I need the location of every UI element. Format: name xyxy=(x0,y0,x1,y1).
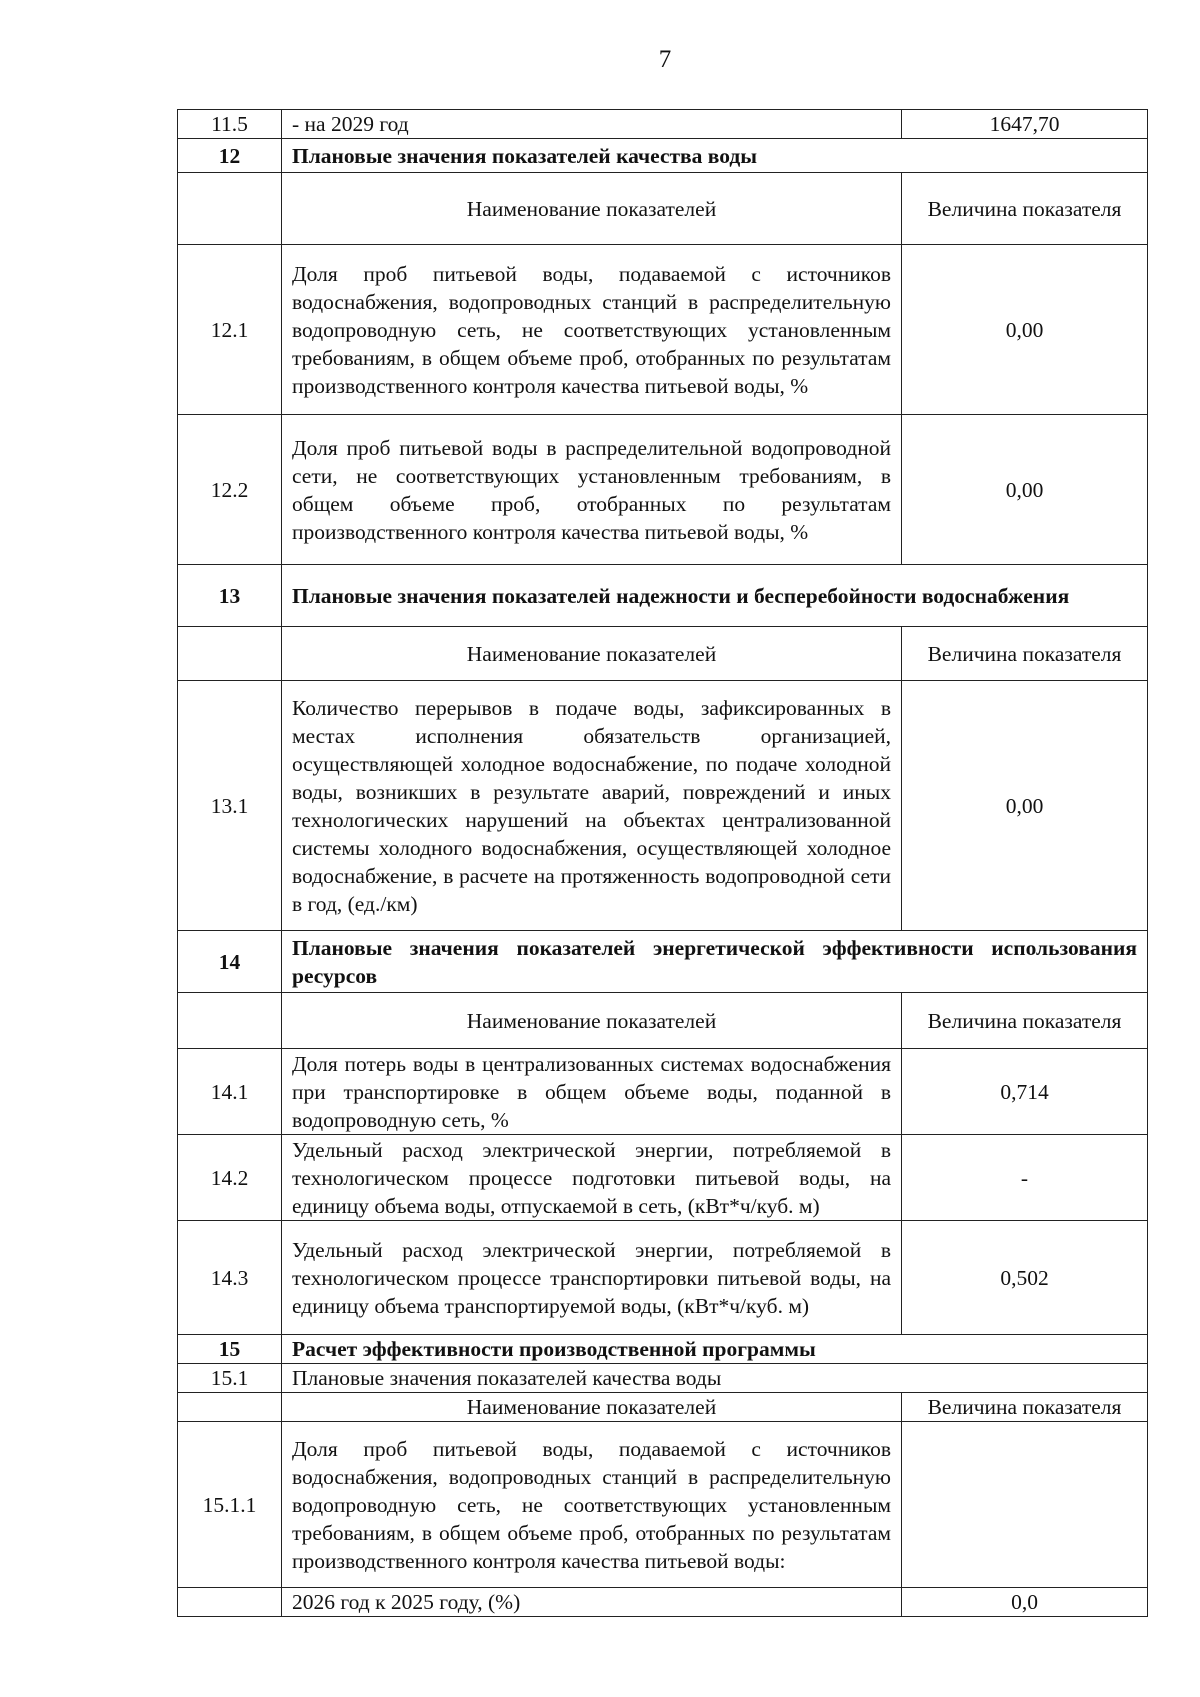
indicator-name: Удельный расход электрической энергии, потребляемой в технологическом процессе транспортировки питьевой воды, на единицу объема транспортируемой воды, (кВт*ч/куб. м) xyxy=(282,1221,902,1335)
indicator-name: 2026 год к 2025 году, (%) xyxy=(282,1588,902,1617)
column-header-name: Наименование показателей xyxy=(282,173,902,245)
section-row xyxy=(178,565,1148,627)
row-number: 14.2 xyxy=(178,1135,282,1221)
section-number: 15 xyxy=(178,1335,282,1364)
empty-cell xyxy=(178,627,282,681)
column-header-row xyxy=(178,1393,1148,1422)
table-row xyxy=(178,110,1148,139)
section-row xyxy=(178,1335,1148,1364)
indicator-name: Доля потерь воды в централизованных системах водоснабжения при транспортировке в общем объеме воды, поданной в водопроводную сеть, % xyxy=(282,1049,902,1135)
section-title: Расчет эффективности производственной программы xyxy=(282,1335,1148,1364)
section-number: 13 xyxy=(178,565,282,627)
indicator-value: 0,00 xyxy=(902,245,1148,415)
row-number: 13.1 xyxy=(178,681,282,931)
empty-cell xyxy=(178,173,282,245)
table-row xyxy=(178,681,1148,931)
row-number: 14.1 xyxy=(178,1049,282,1135)
column-header-row xyxy=(178,627,1148,681)
column-header-value: Величина показателя xyxy=(902,173,1148,245)
section-row xyxy=(178,931,1148,993)
column-header-name: Наименование показателей xyxy=(282,993,902,1049)
table-row xyxy=(178,1049,1148,1135)
section-title: Плановые значения показателей надежности и бесперебойности водоснабжения xyxy=(282,565,1148,627)
empty-cell xyxy=(178,993,282,1049)
indicator-name: Количество перерывов в подаче воды, зафиксированных в местах исполнения обязательств организацией, осуществляющей холодное водоснабжение, по подаче холодной воды, возникших в результате аварий, повреждений и иных технологических нарушений на объектах централизованной системы холодного водоснабжения, осуществляющей холодное водоснабжение, в расчете на протяженность водопроводной сети в год, (ед./км) xyxy=(282,681,902,931)
subsection-title: Плановые значения показателей качества воды xyxy=(282,1364,1148,1393)
section-number: 14 xyxy=(178,931,282,993)
table-row xyxy=(178,1221,1148,1335)
indicator-value: 0,0 xyxy=(902,1588,1148,1617)
indicator-name: Доля проб питьевой воды, подаваемой с источников водоснабжения, водопроводных станций в распределительную водопроводную сеть, не соответствующих установленным требованиям, в общем объеме проб, отобранных по результатам производственного контроля качества питьевой воды, % xyxy=(282,245,902,415)
section-number: 12 xyxy=(178,139,282,173)
indicator-name: - на 2029 год xyxy=(282,110,902,139)
table-row xyxy=(178,1588,1148,1617)
indicator-name: Доля проб питьевой воды, подаваемой с источников водоснабжения, водопроводных станций в распределительную водопроводную сеть, не соответствующих установленным требованиям, в общем объеме проб, отобранных по результатам производственного контроля качества питьевой воды: xyxy=(282,1422,902,1588)
table-row xyxy=(178,1135,1148,1221)
indicator-value: - xyxy=(902,1135,1148,1221)
row-number: 15.1.1 xyxy=(178,1422,282,1588)
indicator-value: 0,502 xyxy=(902,1221,1148,1335)
row-number: 12.1 xyxy=(178,245,282,415)
column-header-name: Наименование показателей xyxy=(282,1393,902,1422)
indicator-name: Удельный расход электрической энергии, потребляемой в технологическом процессе подготовки питьевой воды, на единицу объема воды, отпускаемой в сеть, (кВт*ч/куб. м) xyxy=(282,1135,902,1221)
table-row xyxy=(178,1422,1148,1588)
section-title: Плановые значения показателей качества воды xyxy=(282,139,1148,173)
indicator-value: 0,00 xyxy=(902,415,1148,565)
row-number: 12.2 xyxy=(178,415,282,565)
column-header-value: Величина показателя xyxy=(902,993,1148,1049)
indicator-value xyxy=(902,1422,1148,1588)
column-header-row xyxy=(178,993,1148,1049)
column-header-name: Наименование показателей xyxy=(282,627,902,681)
indicator-name: Доля проб питьевой воды в распределительной водопроводной сети, не соответствующих установленным требованиям, в общем объеме проб, отобранных по результатам производственного контроля качества питьевой воды, % xyxy=(282,415,902,565)
row-number xyxy=(178,1588,282,1617)
column-header-row xyxy=(178,173,1148,245)
indicator-value: 0,714 xyxy=(902,1049,1148,1135)
row-number: 11.5 xyxy=(178,110,282,139)
column-header-value: Величина показателя xyxy=(902,627,1148,681)
section-row xyxy=(178,139,1148,173)
subsection-number: 15.1 xyxy=(178,1364,282,1393)
page-number: 7 xyxy=(658,46,672,73)
section-title: Плановые значения показателей энергетической эффективности использования ресурсов xyxy=(282,931,1148,993)
indicator-value: 0,00 xyxy=(902,681,1148,931)
indicator-value: 1647,70 xyxy=(902,110,1148,139)
table-row xyxy=(178,245,1148,415)
subsection-row xyxy=(178,1364,1148,1393)
empty-cell xyxy=(178,1393,282,1422)
indicators-table xyxy=(177,109,1148,1617)
table-row xyxy=(178,415,1148,565)
column-header-value: Величина показателя xyxy=(902,1393,1148,1422)
row-number: 14.3 xyxy=(178,1221,282,1335)
